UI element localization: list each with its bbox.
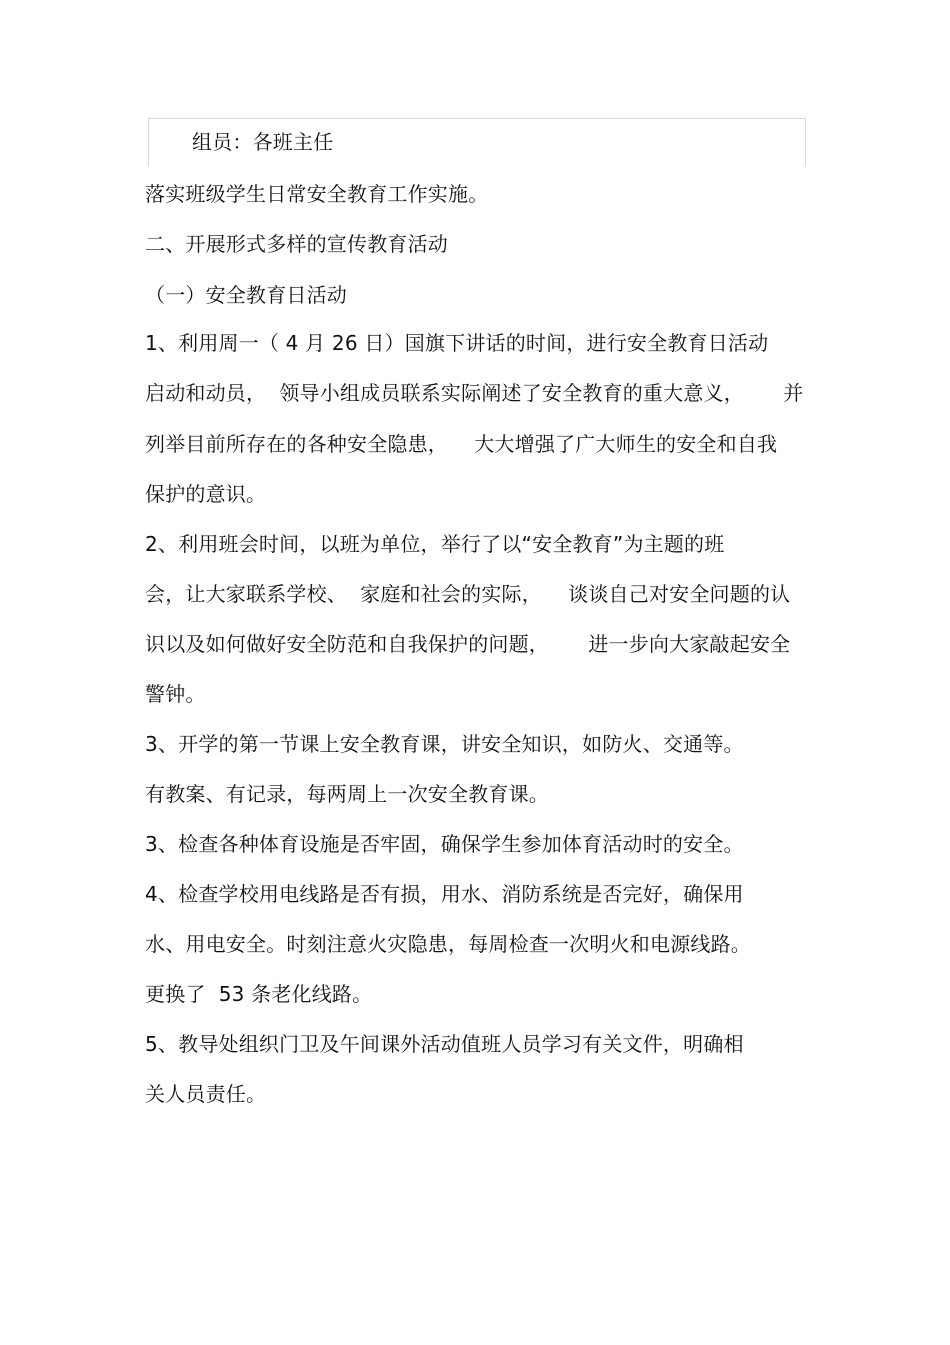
paragraph-line: 4、检查学校用电线路是否有损，用水、消防系统是否完好，确保用: [145, 882, 744, 906]
paragraph-line: 2、利用班会时间，以班为单位，举行了以“安全教育”为主题的班: [145, 532, 725, 556]
subsection-heading: （一）安全教育日活动: [145, 283, 347, 307]
paragraph-line: 有教案、有记录，每两周上一次安全教育课。: [145, 782, 549, 806]
members-text: 组员：各班主任: [192, 130, 334, 154]
paragraph-line: 3、开学的第一节课上安全教育课，讲安全知识，如防火、交通等。: [145, 732, 744, 756]
paragraph-line: 关人员责任。: [145, 1082, 267, 1106]
paragraph-line: 会，让大家联系学校、 家庭和社会的实际， 谈谈自己对安全问题的认: [145, 582, 791, 606]
paragraph-line: 保护的意识。: [145, 482, 267, 506]
paragraph-line: 识以及如何做好安全防范和自我保护的问题， 进一步向大家敲起安全: [145, 632, 791, 656]
paragraph-line: 3、检查各种体育设施是否牢固，确保学生参加体育活动时的安全。: [145, 832, 744, 856]
paragraph-line: 1、利用周一（ 4 月 26 日）国旗下讲话的时间，进行安全教育日活动: [145, 331, 769, 355]
section-heading: 二、开展形式多样的宣传教育活动: [145, 232, 448, 256]
paragraph-line: 列举目前所存在的各种安全隐患， 大大增强了广大师生的安全和自我: [145, 432, 778, 456]
paragraph-line: 5、教导处组织门卫及午间课外活动值班人员学习有关文件，明确相: [145, 1032, 744, 1056]
paragraph-line: 警钟。: [145, 682, 206, 706]
paragraph-line: 启动和动员， 领导小组成员联系实际阐述了安全教育的重大意义， 并: [145, 381, 804, 405]
paragraph-line: 落实班级学生日常安全教育工作实施。: [145, 182, 489, 206]
paragraph-line: 水、用电安全。时刻注意火灾隐患，每周检查一次明火和电源线路。: [145, 932, 751, 956]
paragraph-line: 更换了 53 条老化线路。: [145, 982, 373, 1006]
